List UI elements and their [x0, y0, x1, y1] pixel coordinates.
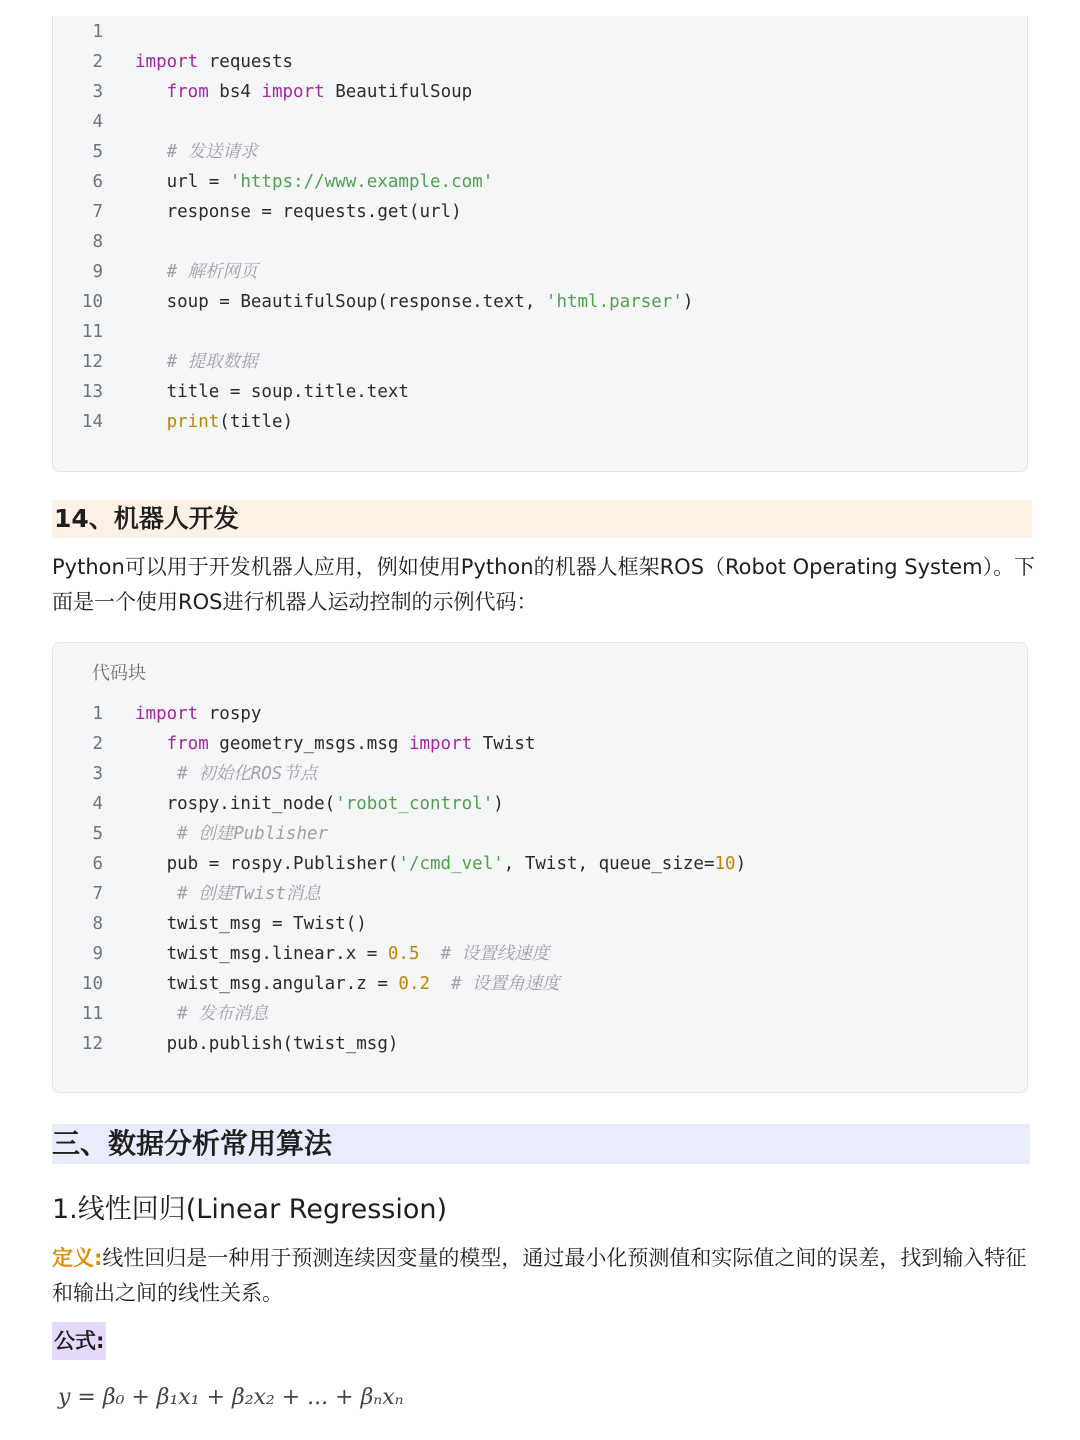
- code-token: bs4: [208, 82, 262, 102]
- code-token: 10: [714, 854, 736, 874]
- line-number: 4: [92, 112, 103, 132]
- code-text: [135, 167, 493, 197]
- code-text: [135, 969, 560, 999]
- code-line: [53, 377, 1027, 407]
- formula-linear-regression: y = β₀ + β₁x₁ + β₂x₂ + ... + βₙxₙ: [58, 1385, 404, 1410]
- code-token: response = requests.get(url): [135, 202, 462, 222]
- code-line: [53, 137, 1027, 167]
- code-line: [53, 77, 1027, 107]
- code-token: [135, 824, 177, 844]
- line-number: 8: [92, 232, 103, 252]
- line-number: 9: [92, 262, 103, 282]
- code-line: [53, 999, 1027, 1029]
- code-text: [135, 699, 261, 729]
- code-line: [53, 197, 1027, 227]
- code-line: [53, 909, 1027, 939]
- code-text: [135, 137, 258, 167]
- code-token: twist_msg.linear.x =: [135, 944, 388, 964]
- code-token: print: [166, 412, 220, 432]
- code-token: geometry_msgs.msg: [208, 734, 409, 754]
- code-token: [135, 352, 167, 372]
- section-heading-algorithms: 三、数据分析常用算法: [52, 1124, 1030, 1164]
- code-token: 'html.parser': [545, 292, 683, 312]
- code-line: [53, 849, 1027, 879]
- line-number: 2: [92, 52, 103, 72]
- code-text: [135, 1029, 398, 1059]
- code-text: [135, 819, 328, 849]
- code-token: # 初始化ROS节点: [177, 764, 318, 784]
- line-number: 8: [92, 914, 103, 934]
- line-number: 1: [92, 22, 103, 42]
- code-text: [135, 939, 549, 969]
- code-token: [135, 412, 167, 432]
- section-heading-robot: 14、机器人开发: [52, 500, 1032, 538]
- code-token: from: [166, 734, 209, 754]
- line-number: 11: [81, 322, 103, 342]
- code-block-label: 代码块: [92, 663, 146, 684]
- code-token: ): [493, 794, 504, 814]
- code-line: [53, 407, 1027, 437]
- code-token: # 提取数据: [166, 352, 258, 372]
- code-token: soup = BeautifulSoup(response.text,: [135, 292, 546, 312]
- code-block-requests: [52, 16, 1028, 472]
- code-text: [135, 999, 268, 1029]
- code-line: [53, 879, 1027, 909]
- code-token: # 设置线速度: [440, 944, 550, 964]
- line-number: 7: [92, 884, 103, 904]
- code-line: [53, 167, 1027, 197]
- code-token: # 解析网页: [166, 262, 258, 282]
- code-token: from: [166, 82, 209, 102]
- section-paragraph-robot: Python可以用于开发机器人应用，例如使用Python的机器人框架ROS（Robot Operating System）。下面是一个使用ROS进行机器人运动控制的示例代码：: [52, 555, 1036, 614]
- code-token: Twist: [472, 734, 536, 754]
- line-number: 3: [92, 764, 103, 784]
- line-number: 2: [92, 734, 103, 754]
- code-text: [135, 347, 258, 377]
- code-text: [135, 789, 504, 819]
- code-token: 0.2: [398, 974, 431, 994]
- code-token: # 发布消息: [177, 1004, 269, 1024]
- code-token: import: [408, 734, 473, 754]
- code-token: '/cmd_vel': [398, 854, 504, 874]
- code-text: [135, 407, 293, 437]
- code-text: [135, 197, 462, 227]
- line-number: 9: [92, 944, 103, 964]
- code-token: [135, 734, 167, 754]
- code-token: rospy: [198, 704, 262, 724]
- definition-paragraph: [52, 1241, 1042, 1311]
- code-text: [135, 77, 472, 107]
- code-token: ): [682, 292, 694, 312]
- line-number: 10: [81, 974, 103, 994]
- code-text: [135, 287, 693, 317]
- line-number: 6: [92, 854, 103, 874]
- definition-label: 定义:: [52, 1246, 103, 1270]
- line-number: 5: [92, 142, 103, 162]
- line-number: 13: [81, 382, 103, 402]
- line-number: 3: [92, 82, 103, 102]
- code-token: [419, 944, 440, 964]
- code-text: [135, 257, 258, 287]
- code-line: [53, 257, 1027, 287]
- code-token: [135, 764, 177, 784]
- code-token: [135, 262, 167, 282]
- line-number: 7: [92, 202, 103, 222]
- line-number: 4: [92, 794, 103, 814]
- code-token: import: [135, 704, 199, 724]
- code-token: import: [261, 82, 325, 102]
- code-token: title = soup.title.text: [135, 382, 409, 402]
- code-line: [53, 939, 1027, 969]
- code-token: [135, 82, 167, 102]
- code-line: [53, 819, 1027, 849]
- code-token: import: [135, 52, 199, 72]
- code-token: [135, 884, 177, 904]
- formula-label: 公式:: [52, 1322, 106, 1360]
- code-token: (title): [219, 412, 294, 432]
- code-token: ): [735, 854, 747, 874]
- line-number: 10: [81, 292, 103, 312]
- code-line: [53, 759, 1027, 789]
- code-line: [53, 227, 1027, 257]
- code-text: [135, 377, 409, 407]
- code-token: # 创建Twist消息: [177, 884, 321, 904]
- code-token: # 设置角速度: [451, 974, 560, 994]
- code-token: # 发送请求: [166, 142, 258, 162]
- code-line: [53, 17, 1027, 47]
- code-text: [135, 729, 535, 759]
- code-text: [135, 909, 367, 939]
- code-token: 'https://www.example.com': [229, 172, 494, 192]
- code-text: [135, 759, 317, 789]
- subheading-linear-regression: 1.线性回归(Linear Regression): [52, 1194, 448, 1225]
- code-token: rospy.init_node(: [135, 794, 336, 814]
- line-number: 14: [81, 412, 103, 432]
- code-token: pub.publish(twist_msg): [135, 1034, 399, 1054]
- line-number: 12: [81, 1034, 103, 1054]
- line-number: 1: [92, 704, 103, 724]
- code-line: [53, 729, 1027, 759]
- code-line: [53, 107, 1027, 137]
- code-token: pub = rospy.Publisher(: [135, 854, 399, 874]
- code-line: [53, 317, 1027, 347]
- code-token: [430, 974, 451, 994]
- code-token: twist_msg.angular.z =: [135, 974, 399, 994]
- code-line: [53, 969, 1027, 999]
- line-number: 5: [92, 824, 103, 844]
- code-token: twist_msg = Twist(): [135, 914, 367, 934]
- code-token: [135, 1004, 177, 1024]
- code-text: [135, 879, 321, 909]
- code-block-ros: [52, 642, 1028, 1093]
- code-line: [53, 287, 1027, 317]
- definition-text: 线性回归是一种用于预测连续因变量的模型，通过最小化预测值和实际值之间的误差，找到输入特征和输出之间的线性关系。: [52, 1246, 1027, 1305]
- code-token: 'robot_control': [335, 794, 494, 814]
- line-number: 12: [81, 352, 103, 372]
- code-token: [135, 142, 167, 162]
- code-text: [135, 47, 293, 77]
- code-token: BeautifulSoup: [324, 82, 473, 102]
- code-line: [53, 347, 1027, 377]
- code-token: , Twist, queue_size=: [503, 854, 715, 874]
- code-text: [135, 849, 746, 879]
- line-number: 11: [81, 1004, 103, 1024]
- code-token: requests: [198, 52, 294, 72]
- code-line: [53, 789, 1027, 819]
- code-token: 0.5: [387, 944, 420, 964]
- code-token: url =: [135, 172, 230, 192]
- code-token: # 创建Publisher: [177, 824, 329, 844]
- code-line: [53, 699, 1027, 729]
- code-line: [53, 1029, 1027, 1059]
- line-number: 6: [92, 172, 103, 192]
- code-line: [53, 47, 1027, 77]
